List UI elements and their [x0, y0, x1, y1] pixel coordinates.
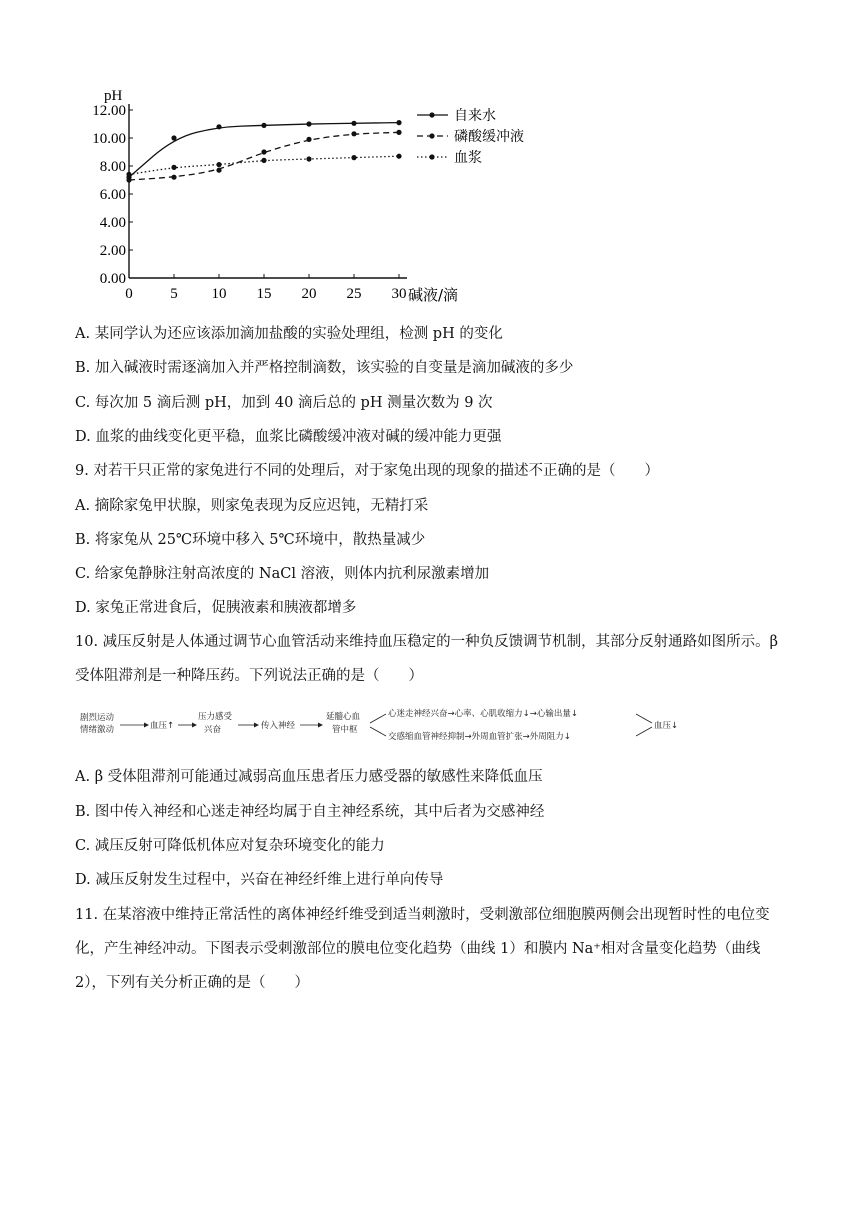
flow-node-medulla: 延髓心血 [326, 712, 361, 722]
flow-node-center: 管中枢 [332, 725, 358, 735]
y-tick-label: 6.00 [99, 187, 126, 203]
q11-stem: 11. 在某溶液中维持正常活性的离体神经纤维受到适当刺激时，受刺激部位细胞膜两侧会出现暂时性的电位变化，产生神经冲动。下图表示受刺激部位的膜电位变化趋势（曲线 1）和膜内 Na⁺相对含量变化趋势（曲线 2），下列有关分析正确的是（ ） [75, 907, 770, 991]
ph-line-chart [70, 80, 540, 310]
data-point [216, 124, 221, 129]
q10-option-d: D. 减压反射发生过程中，兴奋在神经纤维上进行单向传导 [75, 872, 444, 888]
q10-option-c: C. 减压反射可降低机体应对复杂环境变化的能力 [75, 838, 385, 854]
x-tick-label: 30 [391, 286, 407, 302]
q9-stem: 9. 对若干只正常的家兔进行不同的处理后，对于家兔出现的现象的描述不正确的是（ ） [75, 463, 659, 479]
x-tick-label: 20 [301, 286, 317, 302]
data-point [396, 130, 401, 135]
y-tick-label: 0.00 [99, 271, 126, 287]
q9-option-b: B. 将家兔从 25℃环境中移入 5℃环境中，散热量减少 [75, 532, 426, 548]
q8-option-b: B. 加入碱液时需逐滴加入并严格控制滴数，该实验的自变量是滴加碱液的多少 [75, 360, 574, 376]
data-point [351, 155, 356, 160]
q8-option-c: C. 每次加 5 滴后测 pH，加到 40 滴后总的 pH 测量次数为 9 次 [75, 395, 493, 411]
legend-marker [429, 154, 434, 159]
y-axis-label: pH [104, 88, 123, 104]
data-point [126, 177, 131, 182]
data-point [261, 158, 266, 163]
y-tick-label: 2.00 [99, 243, 126, 259]
data-point [261, 123, 266, 128]
data-point [126, 172, 131, 177]
legend-marker [429, 112, 434, 117]
q9-option-d: D. 家兔正常进食后，促胰液素和胰液都增多 [75, 600, 357, 616]
data-point [171, 165, 176, 170]
q8-option-a: A. 某同学认为还应该添加滴加盐酸的实验处理组，检测 pH 的变化 [75, 326, 503, 342]
legend-marker [429, 133, 434, 138]
data-point [396, 154, 401, 159]
flow-node-emotion: 情绪激动 [80, 725, 115, 735]
x-tick-label: 5 [170, 286, 178, 302]
data-point [216, 168, 221, 173]
data-point [171, 175, 176, 180]
x-tick-label: 25 [346, 286, 362, 302]
data-point [396, 120, 401, 125]
legend-label-2: 磷酸缓冲液 [454, 129, 524, 145]
data-point [306, 121, 311, 126]
y-tick-label: 8.00 [99, 159, 126, 175]
data-point [306, 137, 311, 142]
flow-node-excited: 兴奋 [204, 725, 222, 735]
data-point [351, 121, 356, 126]
series-line-2 [129, 132, 399, 180]
flow-branch-vagus: 心迷走神经兴奋→心率、心肌收缩力↓→心输出量↓ [388, 709, 578, 719]
x-tick-label: 10 [211, 286, 227, 302]
flow-node-baroreceptor: 压力感受 [198, 712, 233, 722]
chart-axes [129, 104, 407, 278]
q8-option-d: D. 血浆的曲线变化更平稳，血浆比磷酸缓冲液对碱的缓冲能力更强 [75, 429, 502, 445]
reflex-pathway-diagram [80, 705, 700, 745]
x-axis-label: 碱液/滴 [408, 286, 459, 304]
flow-node-bp-up: 血压↑ [150, 721, 175, 731]
x-tick-label: 0 [125, 286, 133, 302]
y-tick-label: 4.00 [99, 215, 126, 231]
data-point [351, 131, 356, 136]
legend-label-1: 自来水 [454, 108, 496, 124]
chart-legend [417, 107, 524, 166]
data-point [261, 149, 266, 154]
q9-option-c: C. 给家兔静脉注射高浓度的 NaCl 溶液，则体内抗利尿激素增加 [75, 566, 490, 582]
data-point [171, 135, 176, 140]
legend-label-3: 血浆 [454, 150, 482, 166]
y-tick-label: 10.00 [92, 131, 126, 147]
flow-node-exercise: 剧烈运动 [80, 713, 115, 723]
q9-option-a: A. 摘除家兔甲状腺，则家兔表现为反应迟钝，无精打采 [75, 498, 429, 514]
q10-option-b: B. 图中传入神经和心迷走神经均属于自主神经系统，其中后者为交感神经 [75, 804, 545, 820]
flow-branch-sympathetic: 交感缩血管神经抑制→外周血管扩张→外周阻力↓ [388, 732, 571, 742]
flow-node-bp-down: 血压↓ [654, 721, 679, 731]
data-point [216, 162, 221, 167]
y-tick-labels [92, 103, 133, 287]
flow-node-afferent: 传入神经 [261, 721, 296, 731]
q10-stem: 10. 减压反射是人体通过调节心血管活动来维持血压稳定的一种负反馈调节机制，其部分反射通路如图所示。β 受体阻滞剂是一种降压药。下列说法正确的是（ ） [75, 634, 779, 684]
q10-option-a: A. β 受体阻滞剂可能通过减弱高血压患者压力感受器的敏感性来降低血压 [75, 769, 543, 785]
x-tick-label: 15 [256, 286, 272, 302]
chart-series [126, 120, 401, 183]
y-tick-label: 12.00 [92, 103, 126, 119]
data-point [306, 156, 311, 161]
